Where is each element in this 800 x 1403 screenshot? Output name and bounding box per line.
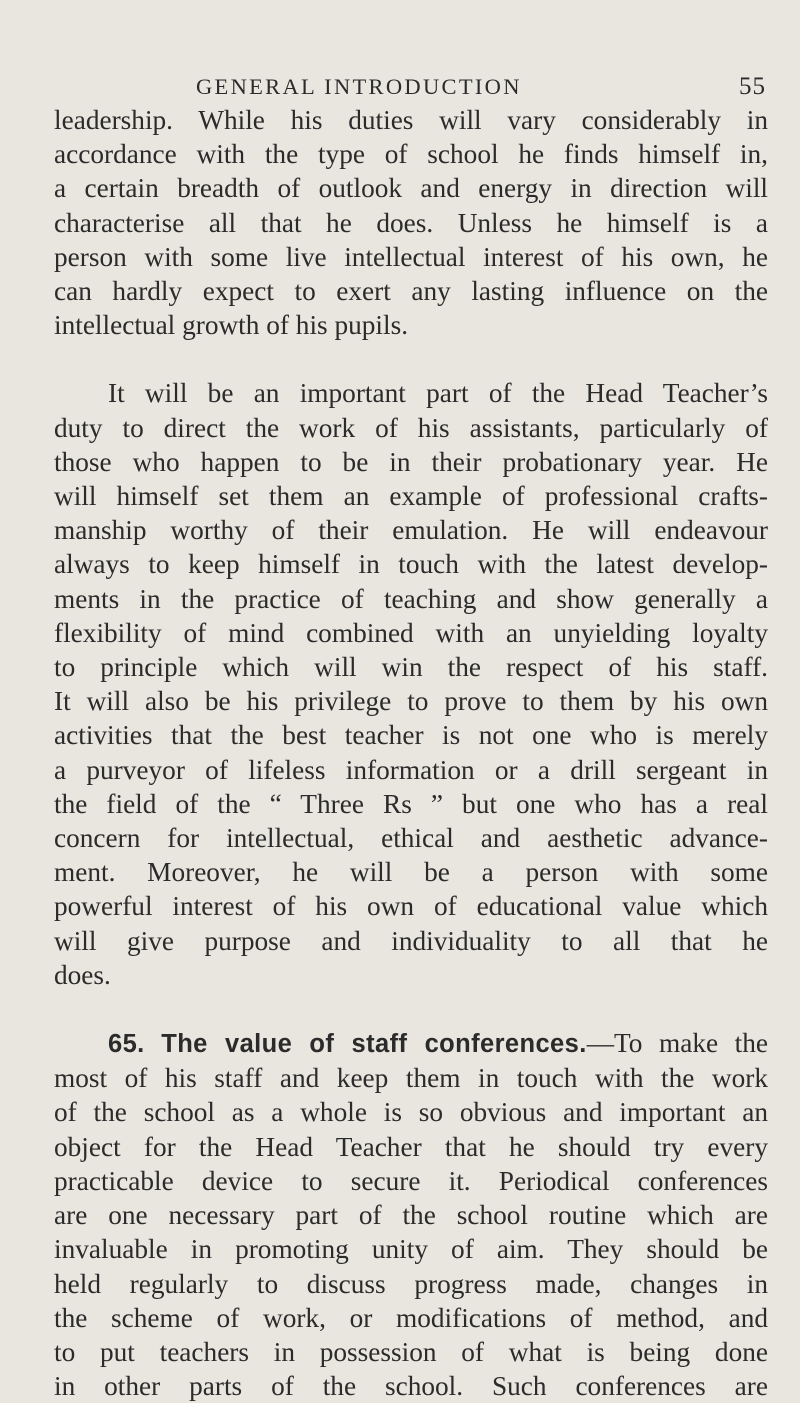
body-text [54, 103, 768, 1403]
paragraph-line: of the school as a whole is so obvious and important an [54, 1097, 768, 1128]
running-head [196, 70, 766, 104]
paragraph-2 [54, 376, 768, 992]
paragraph-line: accordance with the type of school he finds himself in, [54, 139, 768, 170]
paragraph-line: does. [54, 959, 111, 990]
paragraph-line: activities that the best teacher is not one who is merely [54, 720, 768, 751]
paragraph-line: in other parts of the school. Such conferences are [54, 1371, 768, 1402]
paragraph-line: a certain breadth of outlook and energy in direction will [54, 173, 768, 204]
section-first-line [54, 1026, 768, 1061]
paragraph-1 [54, 103, 768, 342]
paragraph-line: It will also be his privilege to prove to them by his own [54, 686, 768, 717]
paragraph-line: to principle which will win the respect of his staff. [54, 652, 768, 683]
section-number: 65. [108, 1030, 145, 1059]
paragraph-line: powerful interest of his own of educational value which [54, 891, 768, 922]
paragraph-line: intellectual growth of his pupils. [54, 310, 409, 341]
paragraph-line: are one necessary part of the school routine which are [54, 1200, 768, 1231]
paragraph-line: leadership. While his duties will vary considerably in [54, 105, 768, 135]
paragraph-line: invaluable in promoting unity of aim. They should be [54, 1234, 768, 1265]
paragraph-line: the field of the “ Three Rs ” but one who has a real [54, 788, 768, 819]
paragraph-line: manship worthy of their emulation. He will endeavour [54, 515, 768, 546]
paragraph-line: duty to direct the work of his assistants, particularly of [54, 412, 768, 443]
paragraph-line: will give purpose and individuality to all that he [54, 925, 768, 956]
paragraph-line: concern for intellectual, ethical and aesthetic advance- [54, 823, 768, 854]
paragraph-line: flexibility of mind combined with an unyielding loyalty [54, 617, 768, 648]
paragraph-line: person with some live intellectual interest of his own, he [54, 241, 768, 272]
page-number: 55 [739, 73, 766, 100]
paragraph-line: most of his staff and keep them in touch with the work [54, 1063, 768, 1094]
paragraph-line: practicable device to secure it. Periodical conferences [54, 1165, 768, 1196]
paragraph-line: can hardly expect to exert any lasting influence on the [54, 276, 768, 307]
paragraph-line: will himself set them an example of professional crafts- [54, 481, 768, 512]
section-first-line-text: —To make the [586, 1028, 769, 1059]
paragraph-line: those who happen to be in their probationary year. He [54, 446, 768, 477]
paragraph-line: ment. Moreover, he will be a person with some [54, 857, 768, 888]
section-heading: The value of staff conferences. [161, 1030, 587, 1059]
paragraph-line: always to keep himself in touch with the latest develop- [54, 549, 768, 580]
paragraph-line: object for the Head Teacher that he should try every [54, 1131, 768, 1162]
paragraph-line: characterise all that he does. Unless he himself is a [54, 207, 768, 238]
running-title: GENERAL INTRODUCTION [196, 74, 522, 99]
paragraph-line: ments in the practice of teaching and show generally a [54, 583, 768, 614]
paragraph-line: It will be an important part of the Head Teacher’s [108, 378, 768, 409]
paragraph-line: held regularly to discuss progress made, changes in [54, 1268, 768, 1299]
paragraph-line: the scheme of work, or modifications of method, and [54, 1302, 768, 1333]
paragraph-line: to put teachers in possession of what is being done [54, 1336, 768, 1367]
section-65 [54, 1026, 768, 1403]
paragraph-line: a purveyor of lifeless information or a drill sergeant in [54, 754, 768, 785]
